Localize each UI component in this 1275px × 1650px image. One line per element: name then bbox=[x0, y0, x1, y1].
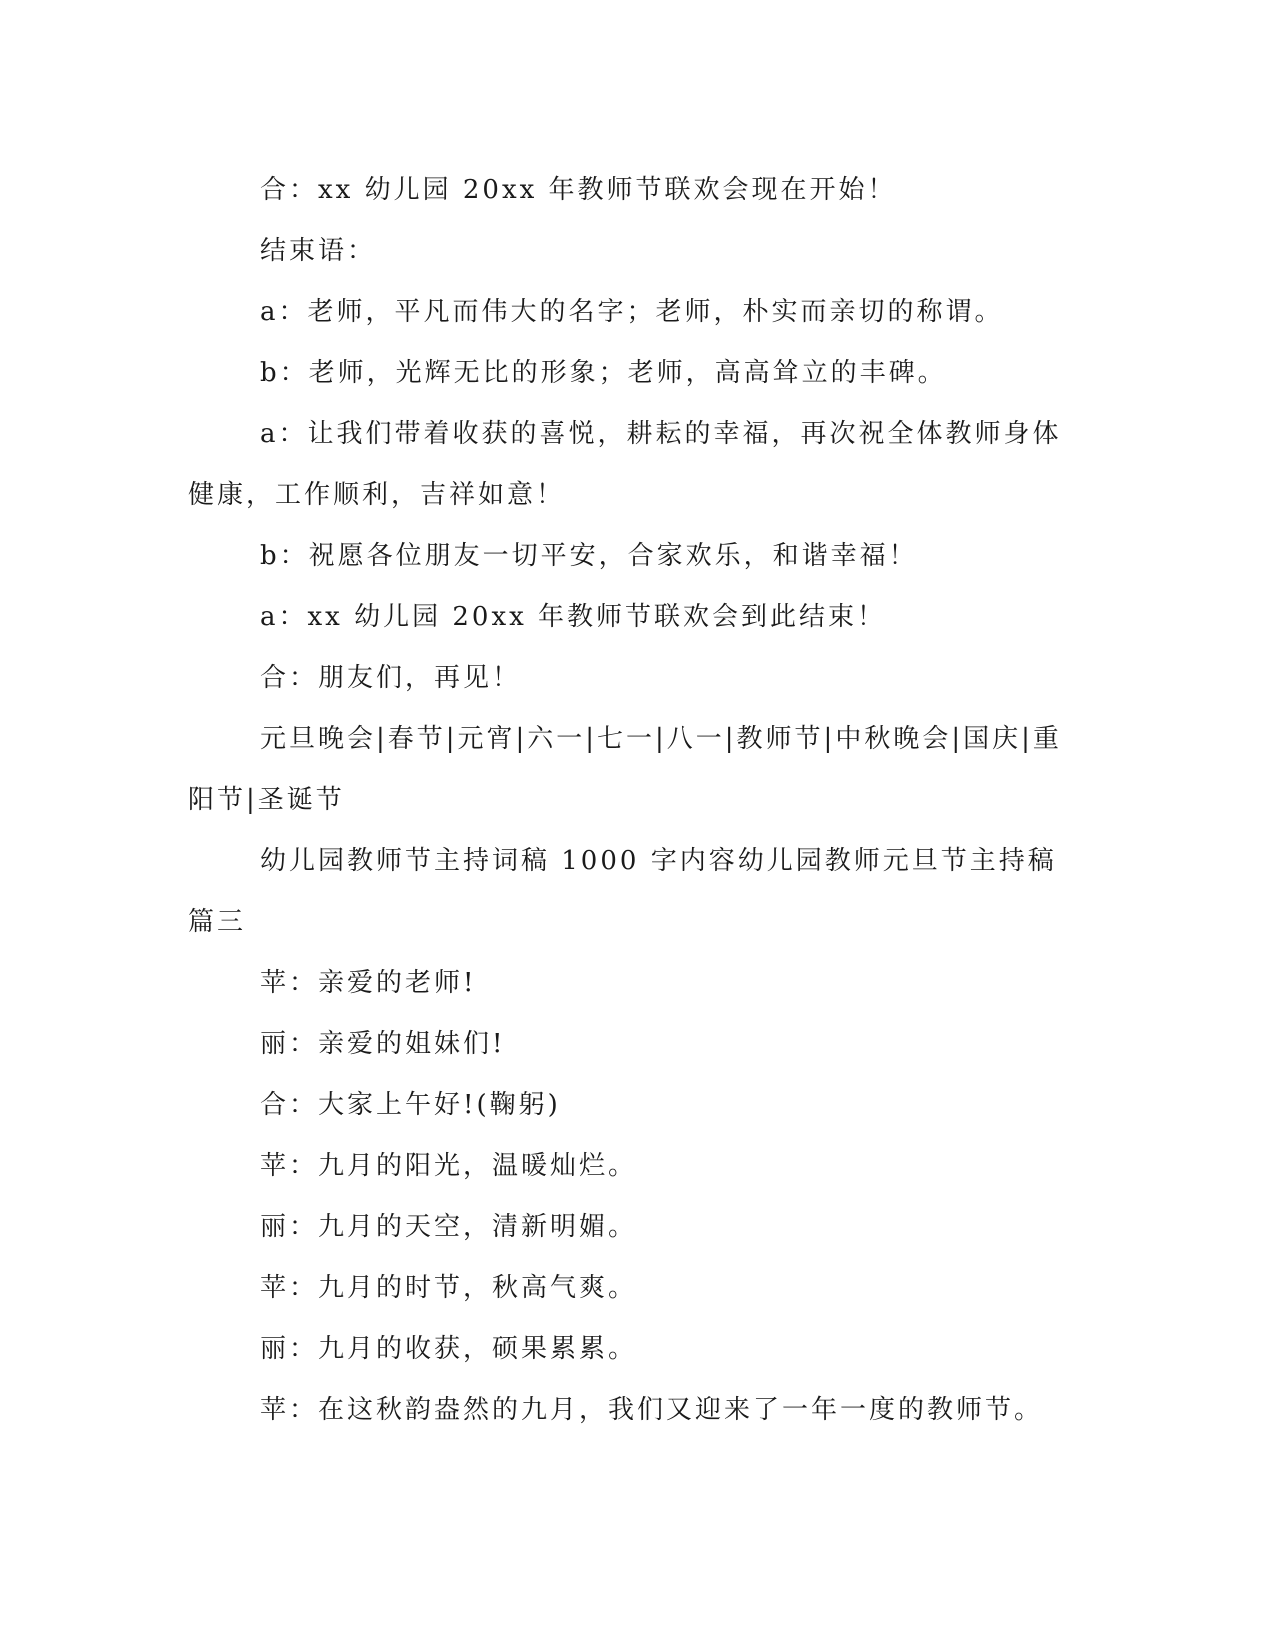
paragraph-3: a：老师，平凡而伟大的名字；老师，朴实而亲切的称谓。 bbox=[260, 297, 1004, 327]
paragraph-8: 合：朋友们，再见！ bbox=[260, 663, 522, 693]
paragraph-11: 苹：亲爱的老师! bbox=[260, 968, 477, 998]
paragraph-10: 幼儿园教师节主持词稿 1000 字内容幼儿园教师元旦节主持稿篇三 bbox=[188, 846, 1057, 937]
paragraph-18: 苹：在这秋韵盎然的九月，我们又迎来了一年一度的教师节。 bbox=[260, 1395, 1044, 1425]
paragraph-14: 苹：九月的阳光，温暖灿烂。 bbox=[260, 1151, 638, 1181]
paragraph-4: b：老师，光辉无比的形象；老师，高高耸立的丰碑。 bbox=[260, 358, 947, 388]
paragraph-6: b：祝愿各位朋友一切平安，合家欢乐，和谐幸福！ bbox=[260, 541, 918, 571]
paragraph-13: 合：大家上午好!(鞠躬) bbox=[260, 1090, 561, 1120]
paragraph-1: 合：xx 幼儿园 20xx 年教师节联欢会现在开始！ bbox=[260, 175, 897, 205]
paragraph-5: a：让我们带着收获的喜悦，耕耘的幸福，再次祝全体教师身体健康，工作顺利，吉祥如意！ bbox=[188, 419, 1062, 510]
paragraph-2: 结束语： bbox=[260, 236, 377, 266]
paragraph-12: 丽：亲爱的姐妹们! bbox=[260, 1029, 506, 1059]
paragraph-9: 元旦晚会|春节|元宵|六一|七一|八一|教师节|中秋晚会|国庆|重阳节|圣诞节 bbox=[188, 724, 1062, 815]
paragraph-7: a：xx 幼儿园 20xx 年教师节联欢会到此结束！ bbox=[260, 602, 887, 632]
paragraph-15: 丽：九月的天空，清新明媚。 bbox=[260, 1212, 638, 1242]
document-body bbox=[188, 160, 1068, 1441]
paragraph-16: 苹：九月的时节，秋高气爽。 bbox=[260, 1273, 638, 1303]
paragraph-17: 丽：九月的收获，硕果累累。 bbox=[260, 1334, 638, 1364]
